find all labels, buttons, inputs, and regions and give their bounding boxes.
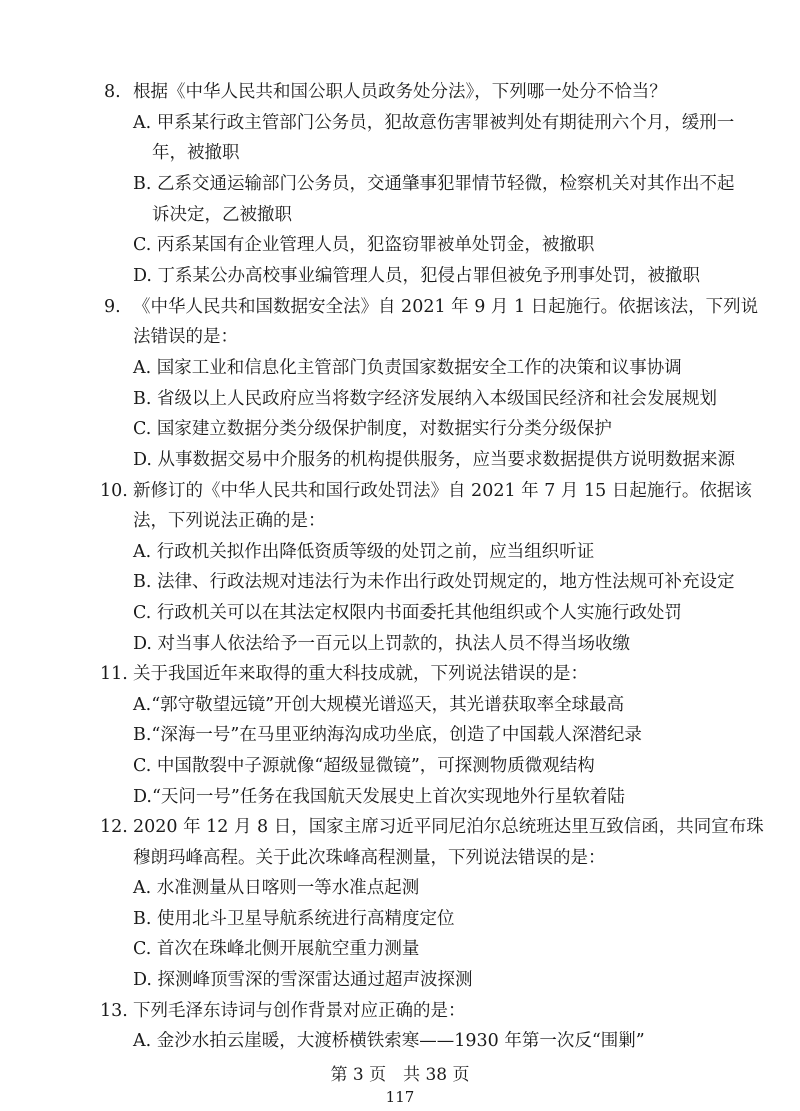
option-d: D. 探测峰顶雪深的雪深雷达通过超声波探测 bbox=[133, 970, 473, 990]
page-number-label: 第 3 页 共 38 页 bbox=[330, 1065, 470, 1085]
option-b: B. 使用北斗卫星导航系统进行高精度定位 bbox=[133, 909, 455, 929]
question-stem-cont: 法错误的是： bbox=[133, 327, 238, 347]
option-b-cont: 诉决定，乙被撤职 bbox=[152, 205, 292, 225]
option-d: D. 丁系某公办高校事业编管理人员，犯侵占罪但被免予刑事处罚，被撤职 bbox=[133, 266, 701, 286]
option-a: A. 国家工业和信息化主管部门负责国家数据安全工作的决策和议事协调 bbox=[133, 358, 682, 378]
option-c: C. 中国散裂中子源就像“超级显微镜”，可探测物质微观结构 bbox=[133, 756, 595, 776]
option-b: B. 法律、行政法规对违法行为未作出行政处罚规定的，地方性法规可补充设定 bbox=[133, 572, 735, 592]
question-stem-cont: 穆朗玛峰高程。关于此次珠峰高程测量，下列说法错误的是： bbox=[133, 848, 606, 868]
option-c: C. 行政机关可以在其法定权限内书面委托其他组织或个人实施行政处罚 bbox=[133, 603, 682, 623]
question-stem: 《中华人民共和国数据安全法》自 2021 年 9 月 1 日起施行。依据该法，下列说 bbox=[133, 297, 759, 317]
option-c: C. 首次在珠峰北侧开展航空重力测量 bbox=[133, 939, 420, 959]
option-b: B. 省级以上人民政府应当将数字经济发展纳入本级国民经济和社会发展规划 bbox=[133, 389, 717, 409]
question-number: 9. bbox=[104, 297, 121, 317]
question-stem-cont: 法，下列说法正确的是： bbox=[133, 511, 326, 531]
option-c: C. 丙系某国有企业管理人员，犯盗窃罪被单处罚金，被撤职 bbox=[133, 235, 595, 255]
option-d: D.“天问一号”任务在我国航天发展史上首次实现地外行星软着陆 bbox=[133, 787, 625, 807]
question-stem: 关于我国近年来取得的重大科技成就，下列说法错误的是： bbox=[133, 664, 588, 684]
option-d: D. 从事数据交易中介服务的机构提供服务，应当要求数据提供方说明数据来源 bbox=[133, 450, 736, 470]
option-a: A.“郭守敬望远镜”开创大规模光谱巡天，其光谱获取率全球最高 bbox=[133, 695, 625, 715]
question-stem: 2020 年 12 月 8 日，国家主席习近平同尼泊尔总统班达里互致信函，共同宣布珠 bbox=[133, 817, 764, 837]
option-a: A. 水准测量从日喀则一等水准点起测 bbox=[133, 878, 420, 898]
question-number: 12. bbox=[100, 817, 128, 837]
option-d: D. 对当事人依法给予一百元以上罚款的，执法人员不得当场收缴 bbox=[133, 634, 631, 654]
sheet-number: 117 bbox=[385, 1088, 415, 1106]
option-a: A. 甲系某行政主管部门公务员，犯故意伤害罪被判处有期徒刑六个月，缓刑一 bbox=[133, 113, 735, 133]
question-number: 8. bbox=[104, 82, 121, 102]
question-stem: 根据《中华人民共和国公职人员政务处分法》，下列哪一处分不恰当？ bbox=[133, 82, 667, 102]
question-number: 11. bbox=[100, 664, 128, 684]
option-c: C. 国家建立数据分类分级保护制度，对数据实行分类分级保护 bbox=[133, 419, 612, 439]
option-a: A. 金沙水拍云崖暖，大渡桥横铁索寒——1930 年第一次反“围剿” bbox=[133, 1031, 645, 1051]
option-b: B.“深海一号”在马里亚纳海沟成功坐底，创造了中国载人深潜纪录 bbox=[133, 725, 642, 745]
question-stem: 新修订的《中华人民共和国行政处罚法》自 2021 年 7 月 15 日起施行。依据该 bbox=[133, 481, 752, 501]
option-a: A. 行政机关拟作出降低资质等级的处罚之前，应当组织听证 bbox=[133, 542, 595, 562]
question-stem: 下列毛泽东诗词与创作背景对应正确的是： bbox=[133, 1001, 466, 1021]
question-number: 10. bbox=[100, 481, 128, 501]
question-number: 13. bbox=[100, 1001, 128, 1021]
option-b: B. 乙系交通运输部门公务员，交通肇事犯罪情节轻微，检察机关对其作出不起 bbox=[133, 174, 735, 194]
option-a-cont: 年，被撤职 bbox=[152, 143, 240, 163]
